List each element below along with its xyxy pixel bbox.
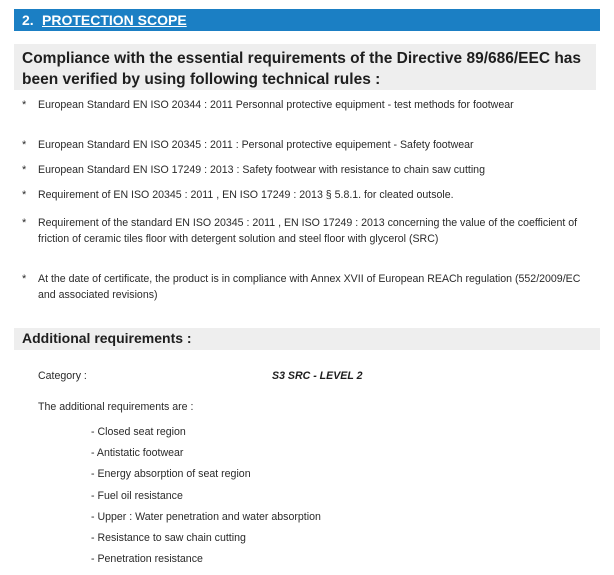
bullet-marker: * <box>22 189 27 201</box>
rule-text: European Standard EN ISO 17249 : 2013 : Safety footwear with resistance to chain saw cutting <box>38 164 485 176</box>
rule-text: European Standard EN ISO 20345 : 2011 : Personal protective equipement - Safety footwear <box>38 139 474 151</box>
bullet-marker: * <box>22 217 27 229</box>
compliance-heading-box <box>14 44 596 90</box>
additional-requirements-intro: The additional requirements are : <box>38 401 194 413</box>
category-label: Category : <box>38 370 87 382</box>
bullet-marker: * <box>22 164 27 176</box>
category-value: S3 SRC - LEVEL 2 <box>272 370 363 382</box>
list-item: - Fuel oil resistance <box>91 490 183 502</box>
bullet-marker: * <box>22 99 27 111</box>
list-item: - Penetration resistance <box>91 553 203 565</box>
list-item: - Resistance to saw chain cutting <box>91 532 246 544</box>
rule-text: Requirement of the standard EN ISO 20345 : 2011 , EN ISO 17249 : 2013 concerning the value of the coefficient of friction of ceramic tiles floor with detergent solution and steel floor with glycerol (SRC) <box>38 217 578 245</box>
section-header-bar <box>14 9 600 31</box>
rule-text: At the date of certificate, the product is in compliance with Annex XVII of European REACh regulation (552/2009/EC and associated revisions) <box>38 273 581 301</box>
section-number: 2. <box>22 12 34 28</box>
rule-text: Requirement of EN ISO 20345 : 2011 , EN ISO 17249 : 2013 § 5.8.1. for cleated outsole. <box>38 189 454 201</box>
list-item: - Energy absorption of seat region <box>91 468 251 480</box>
list-item: - Antistatic footwear <box>91 447 184 459</box>
list-item: - Closed seat region <box>91 426 186 438</box>
additional-requirements-heading: Additional requirements : <box>22 330 192 346</box>
additional-requirements-bar <box>14 328 600 350</box>
bullet-marker: * <box>22 139 27 151</box>
section-title: PROTECTION SCOPE <box>42 12 187 28</box>
rule-text: European Standard EN ISO 20344 : 2011 Personnal protective equipment - test methods for footwear <box>38 99 514 111</box>
list-item: - Upper : Water penetration and water absorption <box>91 511 321 523</box>
compliance-heading: Compliance with the essential requirements of the Directive 89/686/EEC has been verified by using following technical rules : <box>22 50 582 88</box>
bullet-marker: * <box>22 273 27 285</box>
